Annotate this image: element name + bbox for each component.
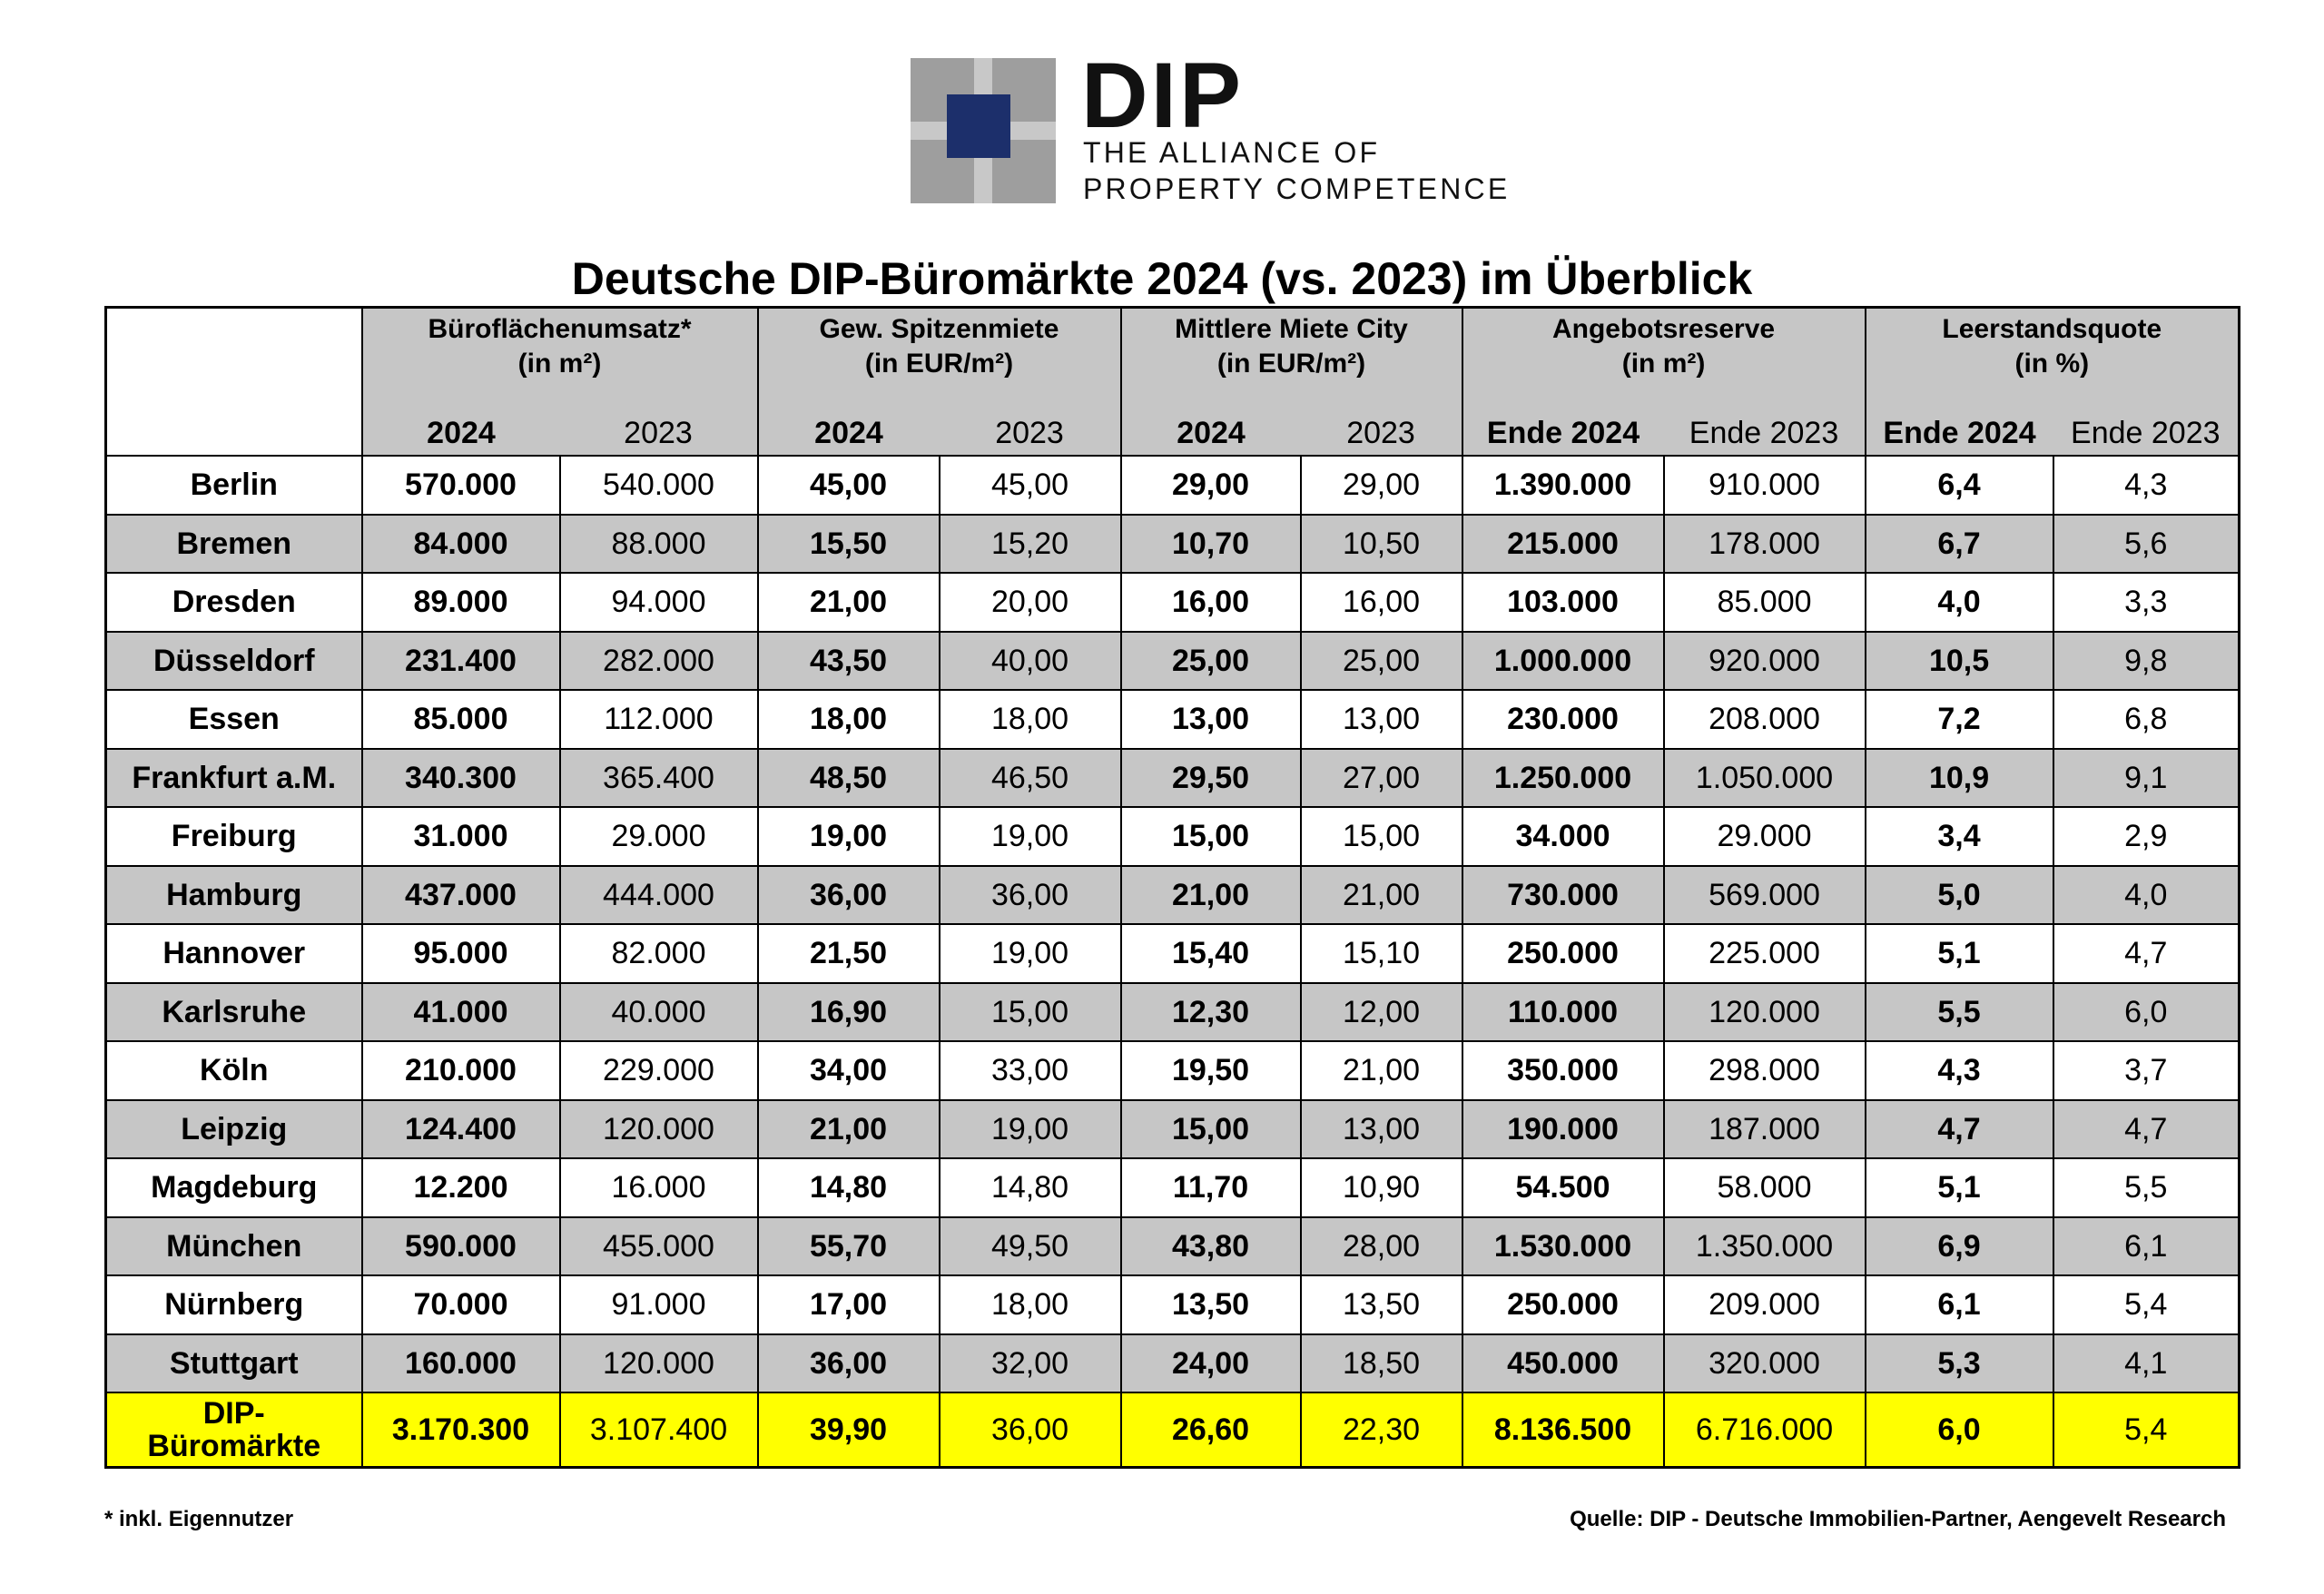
value-cell: 29.000 xyxy=(1664,807,1866,866)
total-label-cell xyxy=(106,1392,362,1468)
value-cell: 10,9 xyxy=(1866,749,2053,808)
city-name-cell: Düsseldorf xyxy=(106,632,362,691)
city-name-cell: München xyxy=(106,1217,362,1276)
value-cell: 18,50 xyxy=(1301,1334,1462,1393)
value-cell: 21,50 xyxy=(758,924,940,983)
value-cell: 95.000 xyxy=(362,924,560,983)
value-cell: 4,1 xyxy=(2053,1334,2240,1393)
year-header: Ende 2023 xyxy=(1664,387,1866,456)
value-cell: 49,50 xyxy=(940,1217,1121,1276)
value-cell: 437.000 xyxy=(362,866,560,925)
table-row xyxy=(106,632,2240,691)
value-cell: 21,00 xyxy=(1301,866,1462,925)
table-row xyxy=(106,807,2240,866)
value-cell: 10,90 xyxy=(1301,1158,1462,1217)
value-cell: 6,9 xyxy=(1866,1217,2053,1276)
year-header: Ende 2024 xyxy=(1462,387,1664,456)
city-name-cell: Hamburg xyxy=(106,866,362,925)
value-cell: 18,00 xyxy=(940,690,1121,749)
group-header-unit: (in m²) xyxy=(517,349,602,379)
value-cell: 13,00 xyxy=(1121,690,1301,749)
value-cell: 29,00 xyxy=(1301,456,1462,515)
value-cell: 120.000 xyxy=(1664,983,1866,1042)
group-header-label: Angebotsreserve xyxy=(1551,314,1776,344)
value-cell: 45,00 xyxy=(758,456,940,515)
value-cell: 34,00 xyxy=(758,1041,940,1100)
value-cell: 14,80 xyxy=(940,1158,1121,1217)
group-header-unit: (in m²) xyxy=(1621,349,1706,379)
footnote: * inkl. Eigennutzer xyxy=(104,1507,294,1531)
office-market-table-container xyxy=(104,306,2238,1469)
group-header-label: Büroflächenumsatz* xyxy=(428,314,692,344)
value-cell: 29.000 xyxy=(560,807,758,866)
value-cell: 25,00 xyxy=(1121,632,1301,691)
value-cell: 455.000 xyxy=(560,1217,758,1276)
value-cell: 85.000 xyxy=(362,690,560,749)
total-value-cell: 8.136.500 xyxy=(1462,1392,1664,1468)
value-cell: 450.000 xyxy=(1462,1334,1664,1393)
table-row xyxy=(106,1217,2240,1276)
value-cell: 112.000 xyxy=(560,690,758,749)
table-row xyxy=(106,866,2240,925)
total-value-cell: 22,30 xyxy=(1301,1392,1462,1468)
value-cell: 15,10 xyxy=(1301,924,1462,983)
value-cell: 58.000 xyxy=(1664,1158,1866,1217)
city-name-cell: Köln xyxy=(106,1041,362,1100)
value-cell: 6,0 xyxy=(2053,983,2240,1042)
value-cell: 365.400 xyxy=(560,749,758,808)
value-cell: 190.000 xyxy=(1462,1100,1664,1159)
value-cell: 2,9 xyxy=(2053,807,2240,866)
city-name-cell: Frankfurt a.M. xyxy=(106,749,362,808)
value-cell: 91.000 xyxy=(560,1275,758,1334)
value-cell: 5,0 xyxy=(1866,866,2053,925)
value-cell: 6,8 xyxy=(2053,690,2240,749)
year-header: 2024 xyxy=(362,387,560,456)
total-row xyxy=(106,1392,2240,1468)
value-cell: 89.000 xyxy=(362,573,560,632)
year-header: 2024 xyxy=(758,387,940,456)
value-cell: 82.000 xyxy=(560,924,758,983)
value-cell: 7,2 xyxy=(1866,690,2053,749)
value-cell: 85.000 xyxy=(1664,573,1866,632)
year-header: Ende 2023 xyxy=(2053,387,2240,456)
value-cell: 590.000 xyxy=(362,1217,560,1276)
group-header-label: Gew. Spitzenmiete xyxy=(819,314,1059,344)
dip-logo-mark-icon xyxy=(911,58,1056,203)
value-cell: 21,00 xyxy=(1121,866,1301,925)
value-cell: 110.000 xyxy=(1462,983,1664,1042)
year-header: Ende 2024 xyxy=(1866,387,2053,456)
value-cell: 250.000 xyxy=(1462,924,1664,983)
value-cell: 10,70 xyxy=(1121,515,1301,574)
value-cell: 32,00 xyxy=(940,1334,1121,1393)
value-cell: 6,4 xyxy=(1866,456,2053,515)
value-cell: 15,40 xyxy=(1121,924,1301,983)
table-row xyxy=(106,1158,2240,1217)
value-cell: 1.250.000 xyxy=(1462,749,1664,808)
group-header-vacancy-rate xyxy=(1866,308,2240,388)
value-cell: 3,4 xyxy=(1866,807,2053,866)
value-cell: 5,1 xyxy=(1866,924,2053,983)
value-cell: 48,50 xyxy=(758,749,940,808)
value-cell: 31.000 xyxy=(362,807,560,866)
total-value-cell: 5,4 xyxy=(2053,1392,2240,1468)
value-cell: 250.000 xyxy=(1462,1275,1664,1334)
value-cell: 14,80 xyxy=(758,1158,940,1217)
value-cell: 21,00 xyxy=(1301,1041,1462,1100)
value-cell: 28,00 xyxy=(1301,1217,1462,1276)
value-cell: 120.000 xyxy=(560,1100,758,1159)
office-market-table xyxy=(104,306,2240,1469)
total-value-cell: 3.170.300 xyxy=(362,1392,560,1468)
group-header-office-take-up xyxy=(362,308,758,388)
value-cell: 209.000 xyxy=(1664,1275,1866,1334)
value-cell: 569.000 xyxy=(1664,866,1866,925)
table-row xyxy=(106,924,2240,983)
value-cell: 16,00 xyxy=(1121,573,1301,632)
table-row xyxy=(106,515,2240,574)
value-cell: 13,00 xyxy=(1301,1100,1462,1159)
value-cell: 282.000 xyxy=(560,632,758,691)
logo-tagline-line-1: THE ALLIANCE OF xyxy=(1083,136,1381,169)
value-cell: 20,00 xyxy=(940,573,1121,632)
group-header-average-rent xyxy=(1121,308,1462,388)
value-cell: 6,7 xyxy=(1866,515,2053,574)
group-header-label: Mittlere Miete City xyxy=(1175,314,1408,344)
value-cell: 178.000 xyxy=(1664,515,1866,574)
table-row xyxy=(106,1100,2240,1159)
city-name-cell: Leipzig xyxy=(106,1100,362,1159)
value-cell: 19,00 xyxy=(940,1100,1121,1159)
value-cell: 103.000 xyxy=(1462,573,1664,632)
value-cell: 12,30 xyxy=(1121,983,1301,1042)
value-cell: 16,90 xyxy=(758,983,940,1042)
value-cell: 88.000 xyxy=(560,515,758,574)
year-header-row xyxy=(106,387,2240,456)
source-note: Quelle: DIP - Deutsche Immobilien-Partner, Aengevelt Research xyxy=(1570,1507,2226,1531)
value-cell: 16.000 xyxy=(560,1158,758,1217)
value-cell: 19,00 xyxy=(758,807,940,866)
value-cell: 9,8 xyxy=(2053,632,2240,691)
value-cell: 231.400 xyxy=(362,632,560,691)
city-name-cell: Essen xyxy=(106,690,362,749)
value-cell: 13,00 xyxy=(1301,690,1462,749)
table-header xyxy=(106,308,2240,457)
value-cell: 34.000 xyxy=(1462,807,1664,866)
group-header-supply-reserve xyxy=(1462,308,1866,388)
value-cell: 1.350.000 xyxy=(1664,1217,1866,1276)
value-cell: 29,50 xyxy=(1121,749,1301,808)
value-cell: 15,00 xyxy=(1121,807,1301,866)
table-row xyxy=(106,573,2240,632)
table-row xyxy=(106,690,2240,749)
year-header: 2023 xyxy=(1301,387,1462,456)
value-cell: 84.000 xyxy=(362,515,560,574)
value-cell: 4,3 xyxy=(1866,1041,2053,1100)
value-cell: 4,0 xyxy=(2053,866,2240,925)
value-cell: 225.000 xyxy=(1664,924,1866,983)
value-cell: 350.000 xyxy=(1462,1041,1664,1100)
value-cell: 3,7 xyxy=(2053,1041,2240,1100)
value-cell: 3,3 xyxy=(2053,573,2240,632)
year-header: 2023 xyxy=(560,387,758,456)
value-cell: 18,00 xyxy=(940,1275,1121,1334)
logo-tagline-line-2: PROPERTY COMPETENCE xyxy=(1083,172,1511,205)
value-cell: 15,00 xyxy=(940,983,1121,1042)
value-cell: 16,00 xyxy=(1301,573,1462,632)
group-header-unit: (in EUR/m²) xyxy=(864,349,1014,379)
table-row xyxy=(106,1041,2240,1100)
value-cell: 36,00 xyxy=(758,866,940,925)
total-label-line-2: Büromärkte xyxy=(147,1429,321,1463)
value-cell: 4,7 xyxy=(1866,1100,2053,1159)
value-cell: 320.000 xyxy=(1664,1334,1866,1393)
year-header: 2024 xyxy=(1121,387,1301,456)
table-row xyxy=(106,749,2240,808)
value-cell: 21,00 xyxy=(758,573,940,632)
city-name-cell: Berlin xyxy=(106,456,362,515)
group-header-unit: (in %) xyxy=(2014,349,2090,379)
value-cell: 160.000 xyxy=(362,1334,560,1393)
value-cell: 1.000.000 xyxy=(1462,632,1664,691)
value-cell: 4,0 xyxy=(1866,573,2053,632)
value-cell: 208.000 xyxy=(1664,690,1866,749)
value-cell: 1.530.000 xyxy=(1462,1217,1664,1276)
value-cell: 46,50 xyxy=(940,749,1121,808)
value-cell: 5,4 xyxy=(2053,1275,2240,1334)
value-cell: 215.000 xyxy=(1462,515,1664,574)
value-cell: 29,00 xyxy=(1121,456,1301,515)
value-cell: 43,80 xyxy=(1121,1217,1301,1276)
value-cell: 444.000 xyxy=(560,866,758,925)
value-cell: 15,00 xyxy=(1301,807,1462,866)
value-cell: 24,00 xyxy=(1121,1334,1301,1393)
value-cell: 5,1 xyxy=(1866,1158,2053,1217)
city-name-cell: Freiburg xyxy=(106,807,362,866)
value-cell: 19,50 xyxy=(1121,1041,1301,1100)
value-cell: 40.000 xyxy=(560,983,758,1042)
value-cell: 5,5 xyxy=(2053,1158,2240,1217)
value-cell: 15,00 xyxy=(1121,1100,1301,1159)
city-name-cell: Bremen xyxy=(106,515,362,574)
value-cell: 70.000 xyxy=(362,1275,560,1334)
city-name-cell: Hannover xyxy=(106,924,362,983)
group-header-prime-rent xyxy=(758,308,1121,388)
table-row xyxy=(106,983,2240,1042)
value-cell: 6,1 xyxy=(2053,1217,2240,1276)
value-cell: 15,50 xyxy=(758,515,940,574)
group-header-unit: (in EUR/m²) xyxy=(1216,349,1366,379)
value-cell: 13,50 xyxy=(1301,1275,1462,1334)
city-name-cell: Magdeburg xyxy=(106,1158,362,1217)
value-cell: 36,00 xyxy=(940,866,1121,925)
value-cell: 10,5 xyxy=(1866,632,2053,691)
value-cell: 5,6 xyxy=(2053,515,2240,574)
value-cell: 920.000 xyxy=(1664,632,1866,691)
total-value-cell: 6.716.000 xyxy=(1664,1392,1866,1468)
table-row xyxy=(106,1334,2240,1393)
value-cell: 6,1 xyxy=(1866,1275,2053,1334)
table-row xyxy=(106,456,2240,515)
city-name-cell: Karlsruhe xyxy=(106,983,362,1042)
value-cell: 25,00 xyxy=(1301,632,1462,691)
value-cell: 55,70 xyxy=(758,1217,940,1276)
value-cell: 19,00 xyxy=(940,807,1121,866)
value-cell: 19,00 xyxy=(940,924,1121,983)
logo-wordmark: DIP xyxy=(1081,44,1245,147)
value-cell: 5,3 xyxy=(1866,1334,2053,1393)
value-cell: 570.000 xyxy=(362,456,560,515)
value-cell: 33,00 xyxy=(940,1041,1121,1100)
value-cell: 1.050.000 xyxy=(1664,749,1866,808)
table-row xyxy=(106,1275,2240,1334)
value-cell: 17,00 xyxy=(758,1275,940,1334)
value-cell: 230.000 xyxy=(1462,690,1664,749)
total-label-line-1: DIP- xyxy=(202,1396,265,1431)
header-corner-cell xyxy=(106,308,362,457)
value-cell: 540.000 xyxy=(560,456,758,515)
value-cell: 340.300 xyxy=(362,749,560,808)
year-header: 2023 xyxy=(940,387,1121,456)
total-value-cell: 6,0 xyxy=(1866,1392,2053,1468)
value-cell: 124.400 xyxy=(362,1100,560,1159)
value-cell: 298.000 xyxy=(1664,1041,1866,1100)
total-value-cell: 36,00 xyxy=(940,1392,1121,1468)
value-cell: 21,00 xyxy=(758,1100,940,1159)
value-cell: 13,50 xyxy=(1121,1275,1301,1334)
value-cell: 12,00 xyxy=(1301,983,1462,1042)
value-cell: 9,1 xyxy=(2053,749,2240,808)
city-name-cell: Nürnberg xyxy=(106,1275,362,1334)
value-cell: 4,7 xyxy=(2053,924,2240,983)
table-body xyxy=(106,456,2240,1468)
value-cell: 910.000 xyxy=(1664,456,1866,515)
value-cell: 187.000 xyxy=(1664,1100,1866,1159)
value-cell: 27,00 xyxy=(1301,749,1462,808)
total-value-cell: 39,90 xyxy=(758,1392,940,1468)
value-cell: 18,00 xyxy=(758,690,940,749)
value-cell: 40,00 xyxy=(940,632,1121,691)
value-cell: 12.200 xyxy=(362,1158,560,1217)
value-cell: 15,20 xyxy=(940,515,1121,574)
value-cell: 11,70 xyxy=(1121,1158,1301,1217)
value-cell: 1.390.000 xyxy=(1462,456,1664,515)
value-cell: 36,00 xyxy=(758,1334,940,1393)
value-cell: 210.000 xyxy=(362,1041,560,1100)
group-header-row xyxy=(106,308,2240,388)
value-cell: 45,00 xyxy=(940,456,1121,515)
value-cell: 94.000 xyxy=(560,573,758,632)
city-name-cell: Dresden xyxy=(106,573,362,632)
value-cell: 4,7 xyxy=(2053,1100,2240,1159)
value-cell: 54.500 xyxy=(1462,1158,1664,1217)
value-cell: 43,50 xyxy=(758,632,940,691)
total-value-cell: 3.107.400 xyxy=(560,1392,758,1468)
dip-logo xyxy=(911,44,1511,212)
city-name-cell: Stuttgart xyxy=(106,1334,362,1393)
value-cell: 41.000 xyxy=(362,983,560,1042)
value-cell: 10,50 xyxy=(1301,515,1462,574)
page-title: Deutsche DIP-Büromärkte 2024 (vs. 2023) im Überblick xyxy=(571,253,1753,304)
value-cell: 5,5 xyxy=(1866,983,2053,1042)
total-value-cell: 26,60 xyxy=(1121,1392,1301,1468)
value-cell: 229.000 xyxy=(560,1041,758,1100)
value-cell: 120.000 xyxy=(560,1334,758,1393)
value-cell: 4,3 xyxy=(2053,456,2240,515)
group-header-label: Leerstandsquote xyxy=(1942,314,2162,344)
value-cell: 730.000 xyxy=(1462,866,1664,925)
